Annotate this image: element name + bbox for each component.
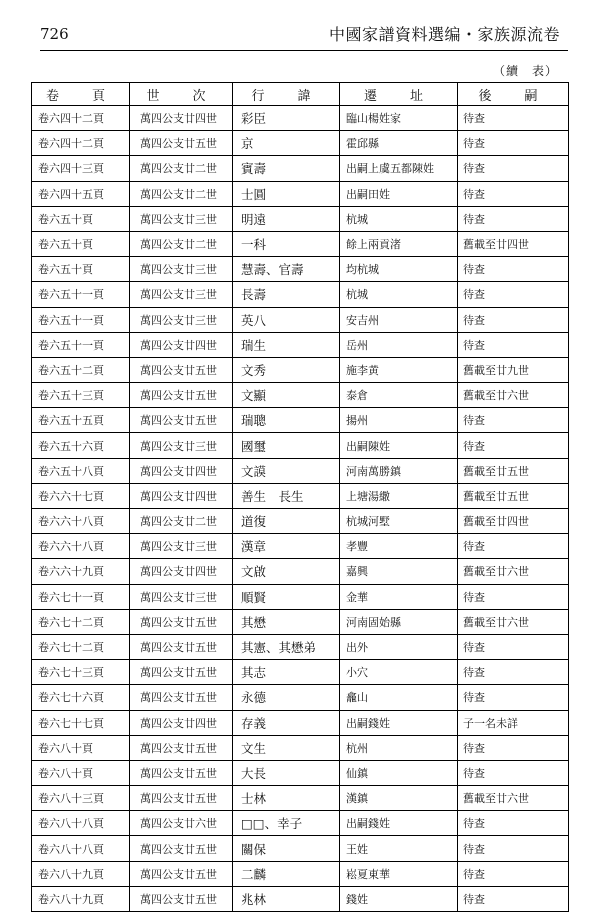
cell-volume-page: 卷六五十三頁 <box>32 383 130 408</box>
cell-generation: 萬四公支廿五世 <box>130 383 233 408</box>
cell-descendants: 待查 <box>458 131 569 156</box>
cell-generation: 萬四公支廿四世 <box>130 332 233 357</box>
cell-volume-page: 卷六八十頁 <box>32 760 130 785</box>
cell-migration-place: 金華 <box>340 584 458 609</box>
cell-descendants: 舊載至廿六世 <box>458 559 569 584</box>
cell-migration-place: 杭州 <box>340 735 458 760</box>
cell-name: 永德 <box>233 685 340 710</box>
cell-migration-place: 施李黄 <box>340 357 458 382</box>
cell-descendants: 待查 <box>458 408 569 433</box>
cell-generation: 萬四公支廿五世 <box>130 609 233 634</box>
lineage-table <box>31 82 569 912</box>
cell-descendants: 待查 <box>458 735 569 760</box>
cell-name: 文顯 <box>233 383 340 408</box>
cell-volume-page: 卷六八十八頁 <box>32 836 130 861</box>
cell-descendants: 待查 <box>458 861 569 886</box>
cell-name: 漢章 <box>233 534 340 559</box>
cell-descendants: 待查 <box>458 836 569 861</box>
cell-name: 京 <box>233 131 340 156</box>
cell-volume-page: 卷六五十一頁 <box>32 282 130 307</box>
cell-descendants: 待查 <box>458 106 569 131</box>
table-row <box>32 735 569 760</box>
cell-generation: 萬四公支廿二世 <box>130 156 233 181</box>
cell-volume-page: 卷六五十一頁 <box>32 307 130 332</box>
cell-name: 順賢 <box>233 584 340 609</box>
cell-descendants: 待查 <box>458 584 569 609</box>
cell-name: □□、幸子 <box>233 811 340 836</box>
cell-generation: 萬四公支廿三世 <box>130 206 233 231</box>
table-row <box>32 332 569 357</box>
cell-descendants: 待查 <box>458 534 569 559</box>
book-title: 中國家譜資料選编・家族源流卷 <box>328 25 560 44</box>
cell-migration-place: 孝豐 <box>340 534 458 559</box>
table-row <box>32 181 569 206</box>
cell-name: 兆林 <box>233 886 340 911</box>
cell-name: 一科 <box>233 231 340 256</box>
cell-migration-place: 杭城 <box>340 206 458 231</box>
cell-migration-place: 出嗣陳姓 <box>340 433 458 458</box>
cell-generation: 萬四公支廿三世 <box>130 257 233 282</box>
cell-name: 文謨 <box>233 458 340 483</box>
cell-name: 道復 <box>233 509 340 534</box>
cell-volume-page: 卷六六十九頁 <box>32 559 130 584</box>
cell-name: 長壽 <box>233 282 340 307</box>
cell-descendants: 舊載至廿五世 <box>458 458 569 483</box>
cell-volume-page: 卷六五十八頁 <box>32 458 130 483</box>
cell-generation: 萬四公支廿三世 <box>130 433 233 458</box>
cell-descendants: 待查 <box>458 206 569 231</box>
cell-migration-place: 揚州 <box>340 408 458 433</box>
cell-generation: 萬四公支廿五世 <box>130 634 233 659</box>
cell-name: 存義 <box>233 710 340 735</box>
cell-name: 賓壽 <box>233 156 340 181</box>
cell-volume-page: 卷六八十八頁 <box>32 811 130 836</box>
table-row <box>32 710 569 735</box>
cell-name: 英八 <box>233 307 340 332</box>
cell-volume-page: 卷六七十一頁 <box>32 584 130 609</box>
cell-volume-page: 卷六四十二頁 <box>32 131 130 156</box>
table-row <box>32 383 569 408</box>
cell-migration-place: 出外 <box>340 634 458 659</box>
cell-generation: 萬四公支廿五世 <box>130 685 233 710</box>
cell-descendants: 待查 <box>458 634 569 659</box>
cell-name: 瑞聰 <box>233 408 340 433</box>
cell-volume-page: 卷六五十一頁 <box>32 332 130 357</box>
table-body <box>32 106 569 912</box>
cell-volume-page: 卷六六十七頁 <box>32 483 130 508</box>
cell-descendants: 待查 <box>458 332 569 357</box>
cell-generation: 萬四公支廿四世 <box>130 458 233 483</box>
cell-volume-page: 卷六七十二頁 <box>32 609 130 634</box>
cell-volume-page: 卷六五十頁 <box>32 257 130 282</box>
cell-generation: 萬四公支廿六世 <box>130 811 233 836</box>
cell-descendants: 待查 <box>458 257 569 282</box>
table-row <box>32 660 569 685</box>
cell-name: 慧壽、官壽 <box>233 257 340 282</box>
cell-volume-page: 卷六四十五頁 <box>32 181 130 206</box>
table-row <box>32 231 569 256</box>
cell-generation: 萬四公支廿三世 <box>130 584 233 609</box>
cell-migration-place: 均杭城 <box>340 257 458 282</box>
cell-descendants: 舊載至廿四世 <box>458 509 569 534</box>
cell-migration-place: 霍邱縣 <box>340 131 458 156</box>
table-row <box>32 483 569 508</box>
cell-generation: 萬四公支廿二世 <box>130 181 233 206</box>
table-row <box>32 257 569 282</box>
cell-descendants: 待查 <box>458 307 569 332</box>
table-row <box>32 458 569 483</box>
cell-generation: 萬四公支廿三世 <box>130 282 233 307</box>
cell-descendants: 舊載至廿六世 <box>458 383 569 408</box>
cell-generation: 萬四公支廿四世 <box>130 483 233 508</box>
cell-migration-place: 小穴 <box>340 660 458 685</box>
cell-name: 其憲、其懋弟 <box>233 634 340 659</box>
table-row <box>32 156 569 181</box>
cell-migration-place: 出嗣錢姓 <box>340 811 458 836</box>
cell-generation: 萬四公支廿五世 <box>130 760 233 785</box>
cell-migration-place: 河南固始縣 <box>340 609 458 634</box>
cell-descendants: 舊載至廿五世 <box>458 483 569 508</box>
cell-generation: 萬四公支廿五世 <box>130 131 233 156</box>
cell-migration-place: 漢鎮 <box>340 786 458 811</box>
cell-volume-page: 卷六五十二頁 <box>32 357 130 382</box>
cell-descendants: 待查 <box>458 156 569 181</box>
cell-generation: 萬四公支廿五世 <box>130 886 233 911</box>
cell-migration-place: 出嗣上虞五都陳姓 <box>340 156 458 181</box>
cell-generation: 萬四公支廿五世 <box>130 408 233 433</box>
cell-descendants: 待查 <box>458 660 569 685</box>
table-row <box>32 433 569 458</box>
cell-descendants: 舊載至廿四世 <box>458 231 569 256</box>
table-header-row <box>32 83 569 106</box>
cell-migration-place: 嘉興 <box>340 559 458 584</box>
cell-volume-page: 卷六五十頁 <box>32 206 130 231</box>
cell-volume-page: 卷六四十二頁 <box>32 106 130 131</box>
cell-name: 國璽 <box>233 433 340 458</box>
page-number: 726 <box>40 25 69 43</box>
table-row <box>32 760 569 785</box>
cell-generation: 萬四公支廿四世 <box>130 710 233 735</box>
cell-volume-page: 卷六八十頁 <box>32 735 130 760</box>
cell-generation: 萬四公支廿五世 <box>130 836 233 861</box>
cell-volume-page: 卷六五十五頁 <box>32 408 130 433</box>
cell-volume-page: 卷六五十頁 <box>32 231 130 256</box>
cell-migration-place: 安吉州 <box>340 307 458 332</box>
cell-migration-place: 杭城 <box>340 282 458 307</box>
cell-name: 其志 <box>233 660 340 685</box>
cell-name: 彩臣 <box>233 106 340 131</box>
cell-descendants: 待查 <box>458 760 569 785</box>
cell-name: 文生 <box>233 735 340 760</box>
table-row <box>32 861 569 886</box>
cell-migration-place: 泰倉 <box>340 383 458 408</box>
cell-generation: 萬四公支廿四世 <box>130 559 233 584</box>
table-row <box>32 357 569 382</box>
cell-name: 其懋 <box>233 609 340 634</box>
column-header-name: 行 諱 <box>233 83 340 106</box>
cell-descendants: 待查 <box>458 433 569 458</box>
table-row <box>32 282 569 307</box>
cell-descendants: 待查 <box>458 886 569 911</box>
cell-volume-page: 卷六八十九頁 <box>32 861 130 886</box>
table-row <box>32 584 569 609</box>
table-row <box>32 886 569 911</box>
column-header-migration-place: 遷 址 <box>340 83 458 106</box>
cell-volume-page: 卷六七十二頁 <box>32 634 130 659</box>
cell-generation: 萬四公支廿五世 <box>130 735 233 760</box>
cell-volume-page: 卷六七十六頁 <box>32 685 130 710</box>
cell-volume-page: 卷六六十八頁 <box>32 534 130 559</box>
cell-generation: 萬四公支廿五世 <box>130 357 233 382</box>
cell-descendants: 待查 <box>458 685 569 710</box>
cell-name: 大長 <box>233 760 340 785</box>
cell-migration-place: 龕山 <box>340 685 458 710</box>
cell-migration-place: 岳州 <box>340 332 458 357</box>
table-row <box>32 307 569 332</box>
cell-migration-place: 河南萬勝鎮 <box>340 458 458 483</box>
cell-volume-page: 卷六六十八頁 <box>32 509 130 534</box>
cell-name: 善生 長生 <box>233 483 340 508</box>
cell-name: 文啟 <box>233 559 340 584</box>
continued-label: （續 表） <box>492 64 558 78</box>
cell-generation: 萬四公支廿五世 <box>130 786 233 811</box>
table-row <box>32 609 569 634</box>
cell-volume-page: 卷六四十三頁 <box>32 156 130 181</box>
cell-generation: 萬四公支廿五世 <box>130 861 233 886</box>
cell-migration-place: 仙鎮 <box>340 760 458 785</box>
cell-migration-place: 上塘湯繖 <box>340 483 458 508</box>
table-row <box>32 206 569 231</box>
table-row <box>32 559 569 584</box>
cell-descendants: 待查 <box>458 181 569 206</box>
table-row <box>32 534 569 559</box>
cell-volume-page: 卷六八十九頁 <box>32 886 130 911</box>
table-row <box>32 685 569 710</box>
cell-descendants: 待查 <box>458 811 569 836</box>
cell-name: 文秀 <box>233 357 340 382</box>
cell-descendants: 子一名未詳 <box>458 710 569 735</box>
table-row <box>32 811 569 836</box>
cell-generation: 萬四公支廿二世 <box>130 231 233 256</box>
cell-name: 瑞生 <box>233 332 340 357</box>
cell-generation: 萬四公支廿三世 <box>130 534 233 559</box>
cell-descendants: 舊載至廿六世 <box>458 609 569 634</box>
column-header-generation: 世 次 <box>130 83 233 106</box>
cell-name: 士圓 <box>233 181 340 206</box>
cell-name: 明遠 <box>233 206 340 231</box>
cell-name: 二麟 <box>233 861 340 886</box>
cell-migration-place: 錢姓 <box>340 886 458 911</box>
cell-volume-page: 卷六七十七頁 <box>32 710 130 735</box>
cell-descendants: 舊載至廿九世 <box>458 357 569 382</box>
header-rule <box>40 50 568 51</box>
cell-migration-place: 餘上兩貢渚 <box>340 231 458 256</box>
cell-generation: 萬四公支廿二世 <box>130 509 233 534</box>
cell-migration-place: 臨山楊姓家 <box>340 106 458 131</box>
cell-migration-place: 出嗣田姓 <box>340 181 458 206</box>
cell-descendants: 舊載至廿六世 <box>458 786 569 811</box>
cell-generation: 萬四公支廿三世 <box>130 307 233 332</box>
column-header-volume-page: 卷 頁 <box>32 83 130 106</box>
cell-descendants: 待查 <box>458 282 569 307</box>
page-header <box>40 22 560 48</box>
cell-migration-place: 崧夏東華 <box>340 861 458 886</box>
cell-volume-page: 卷六八十三頁 <box>32 786 130 811</box>
table-row <box>32 106 569 131</box>
table-row <box>32 786 569 811</box>
cell-volume-page: 卷六五十六頁 <box>32 433 130 458</box>
cell-name: 關保 <box>233 836 340 861</box>
cell-name: 士林 <box>233 786 340 811</box>
column-header-descendants: 後 嗣 <box>458 83 569 106</box>
table-row <box>32 634 569 659</box>
table-row <box>32 509 569 534</box>
cell-migration-place: 王姓 <box>340 836 458 861</box>
cell-migration-place: 出嗣錢姓 <box>340 710 458 735</box>
cell-generation: 萬四公支廿四世 <box>130 106 233 131</box>
table-row <box>32 836 569 861</box>
cell-migration-place: 杭城河墅 <box>340 509 458 534</box>
table-row <box>32 131 569 156</box>
cell-generation: 萬四公支廿五世 <box>130 660 233 685</box>
cell-volume-page: 卷六七十三頁 <box>32 660 130 685</box>
table-row <box>32 408 569 433</box>
